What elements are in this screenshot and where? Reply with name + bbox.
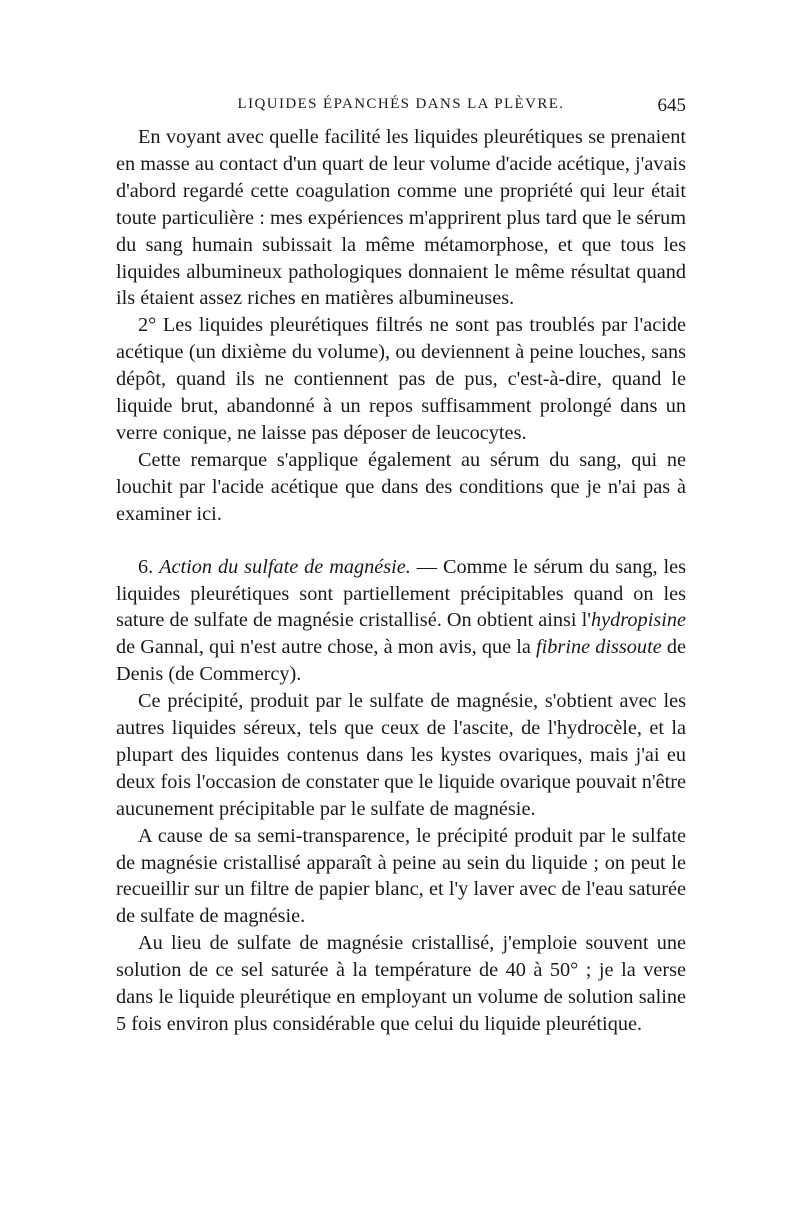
section-dash: — <box>410 555 443 578</box>
page-number: 645 <box>657 95 686 116</box>
section-text-part-2: de Gannal, qui n'est autre chose, à mon avis, que la <box>116 636 537 659</box>
paragraph-6: A cause de sa semi-transparence, le précipité produit par le sulfate de magnésie cristallisé apparaît à peine au sein du liquide ; on peut le recueillir sur un filtre de papier blanc, et l'y laver avec de l'eau saturée de sulfate de magnésie. <box>116 824 686 928</box>
paragraph-3: Cette remarque s'applique également au sérum du sang, qui ne louchit par l'acide acétique que dans des conditions que je n'ai pas à examiner ici. <box>116 448 686 525</box>
running-title: LIQUIDES ÉPANCHÉS DANS LA PLÈVRE. <box>237 96 565 112</box>
paragraph-1: En voyant avec quelle facilité les liquides pleurétiques se prenaient en masse au contact d'un quart de leur volume d'acide acétique, j'avais d'abord regardé cette coagulation comme une propriété qui leur était toute particulière : mes expériences m'apprirent plus tard que le sérum du sang humain subissait la même métamorphose, et que tous les liquides albumineux pathologiques donnaient le même résultat quand ils étaient assez riches en matières albumineuses. <box>116 126 686 310</box>
paragraph-7: Au lieu de sulfate de magnésie cristallisé, j'emploie souvent une solution de ce sel saturée à la température de 40 à 50° ; je la verse dans le liquide pleurétique en employant un volume de solution saline 5 fois environ plus considérable que celui du liquide pleurétique. <box>116 932 686 1035</box>
section-heading: Action du sulfate de magnésie. <box>159 555 411 578</box>
term-hydropisine: hydropisine <box>590 609 686 632</box>
section-6-paragraph <box>116 554 686 689</box>
body-text <box>116 124 686 1038</box>
paragraph-2: 2° Les liquides pleurétiques filtrés ne sont pas troublés par l'acide acétique (un dixième du volume), ou deviennent à peine louches, sans dépôt, quand ils ne contiennent pas de pus, c'est-à-dire, quand le liquide brut, abandonné à un repos suffisamment prolongé dans un verre conique, ne laisse pas déposer de leucocytes. <box>116 314 686 444</box>
term-fibrine-dissoute: fibrine dissoute <box>536 636 662 659</box>
running-header <box>116 96 686 120</box>
section-number: 6. <box>138 555 154 578</box>
paragraph-5: Ce précipité, produit par le sulfate de magnésie, s'obtient avec les autres liquides séreux, tels que ceux de l'ascite, de l'hydrocèle, et la plupart des liquides contenus dans les kystes ovariques, mais j'ai eu deux fois l'occasion de constater que le liquide ovarique pouvait n'être aucunement précipitable par le sulfate de magnésie. <box>116 690 686 820</box>
section-text-part-3: de Denis (de Commercy). <box>116 636 686 686</box>
section-text-part-1: Comme le sérum du sang, les liquides pleurétiques sont partiellement précipitables quand on les sature de sulfate de magnésie cristallisé. On obtient ainsi l' <box>116 555 686 632</box>
